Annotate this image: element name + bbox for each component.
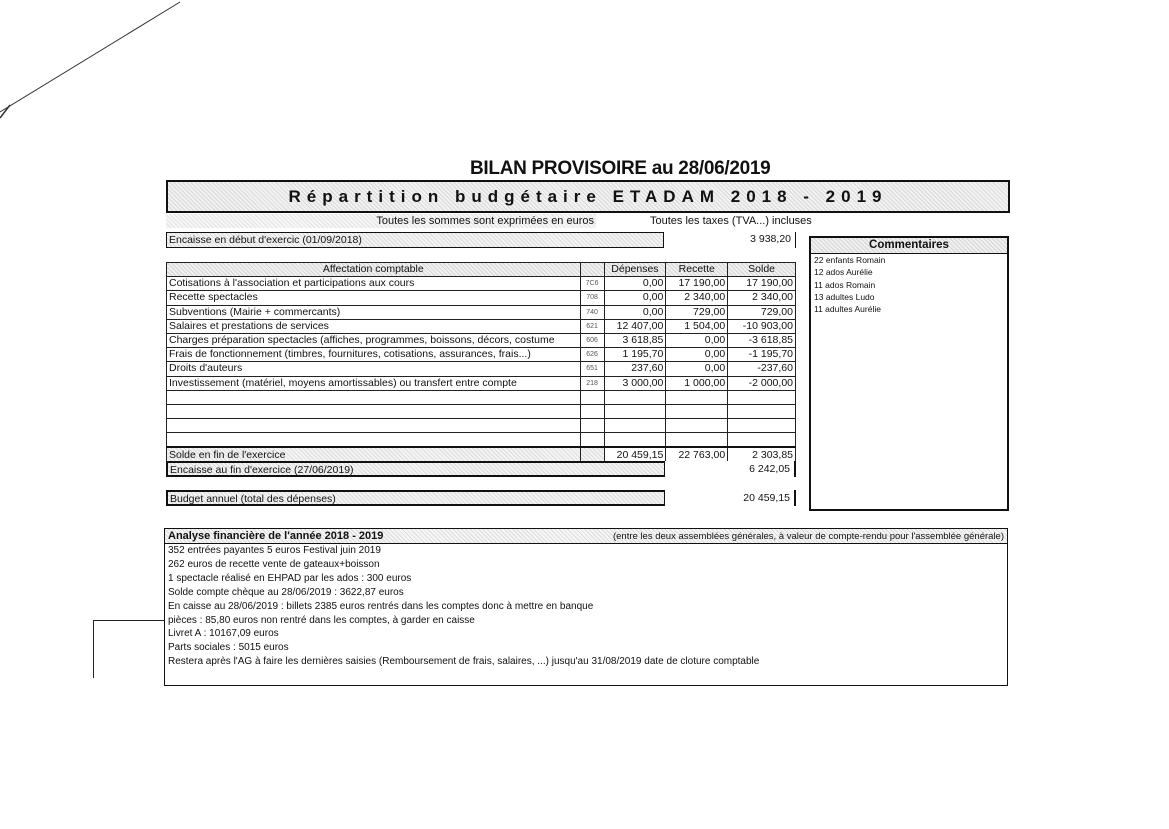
analysis-note: (entre les deux assemblées générales, à valeur de compte-rendu pour l'assemblée générale) [612,531,1004,542]
analysis-line: Livret A : 10167,09 euros [168,628,279,640]
row-label: Subventions (Mairie + commercants) [167,305,581,319]
row-depenses: 3 618,85 [604,333,666,347]
analysis-line: Restera après l'AG à faire les dernières saisies (Remboursement de frais, salaires, ...) jusqu'au 31/08/2019 date de cloture comptable [168,656,760,668]
scan-bracket-mark [93,620,165,678]
row-code: 651 [580,362,604,376]
closing-cash-value: 6 242,05 [749,463,790,475]
row-label: Cotisations à l'association et participations aux cours [167,277,581,291]
analysis-line: 262 euros de recette vente de gateaux+boisson [168,558,380,570]
row-label: Frais de fonctionnement (timbres, fournitures, cotisations, assurances, frais...) [167,348,581,362]
row-code: 7C6 [580,277,604,291]
header-recette: Recette [666,263,728,277]
row-label: Salaires et prestations de services [167,319,581,333]
row-code: 708 [580,291,604,305]
table-row-empty [167,390,796,404]
row-code: 626 [580,348,604,362]
annual-budget-value-cell [664,490,794,506]
comments-panel [809,236,1009,511]
row-depenses: 3 000,00 [604,376,666,390]
analysis-line: 352 entrées payantes 5 euros Festival juin 2019 [168,545,381,556]
currency-note: Toutes les sommes sont exprimées en euros [166,214,596,228]
comment-line: 22 enfants Romain [814,255,886,265]
row-label: Droits d'auteurs [167,362,581,376]
analysis-line: Solde compte chèque au 28/06/2019 : 3622,87 euros [168,586,404,598]
scan-corner-line [0,0,200,130]
budget-table [166,262,796,463]
row-solde: 729,00 [728,305,796,319]
annual-budget-row [166,490,796,506]
row-solde: 2 340,00 [728,291,796,305]
closing-cash-value-cell [664,461,794,477]
comment-line: 12 ados Aurélie [814,267,873,278]
page-title: BILAN PROVISOIRE au 28/06/2019 [470,158,771,179]
total-label: Solde en fin de l'exercice [167,447,581,463]
table-row [167,277,796,291]
table-row-empty [167,404,796,418]
table-row [167,333,796,347]
analysis-line: pièces : 85,80 euros non rentré dans les comptes, à garder en caisse [168,614,475,626]
row-code: 606 [580,333,604,347]
table-row [167,362,796,376]
table-row [167,305,796,319]
header-affectation: Affectation comptable [167,263,581,277]
row-depenses: 1 195,70 [604,348,666,362]
row-recette: 1 504,00 [666,319,728,333]
table-header-row [167,263,796,277]
row-depenses: 12 407,00 [604,319,666,333]
comment-line: 11 ados Romain [814,279,876,290]
row-solde: -1 195,70 [728,348,796,362]
row-code: 621 [580,319,604,333]
table-row-empty [167,419,796,433]
analysis-line: En caisse au 28/06/2019 : billets 2385 euros rentrés dans les comptes donc à mettre en banque [168,600,594,612]
opening-cash-value: 3 938,20 [750,233,791,245]
row-recette: 1 000,00 [666,376,728,390]
closing-cash-label: Encaisse au fin d'exercice (27/06/2019) [170,464,354,476]
header-code [580,263,604,277]
comment-line: 11 adultes Aurélie [814,304,881,315]
row-solde: -10 903,00 [728,319,796,333]
table-row [167,291,796,305]
total-depenses: 20 459,15 [604,447,666,463]
row-label: Investissement (matériel, moyens amortissables) ou transfert entre compte [167,376,581,390]
closing-cash-row [166,461,796,477]
total-solde: 2 303,85 [728,447,796,463]
row-label: Recette spectacles [167,291,581,305]
row-recette: 729,00 [666,305,728,319]
row-solde: 17 190,00 [728,277,796,291]
analysis-heading: Analyse financière de l'année 2018 - 2019 [168,530,384,542]
row-recette: 0,00 [666,362,728,376]
table-row-empty [167,433,796,447]
comments-heading: Commentaires [811,238,1007,254]
annual-budget-value: 20 459,15 [743,492,790,504]
analysis-line: 1 spectacle réalisé en EHPAD par les ados : 300 euros [168,572,412,584]
row-recette: 2 340,00 [666,291,728,305]
row-recette: 0,00 [666,333,728,347]
row-code: 740 [580,305,604,319]
row-recette: 0,00 [666,348,728,362]
table-row [167,348,796,362]
row-solde: -237,60 [728,362,796,376]
analysis-header [165,529,1007,544]
row-code: 218 [580,376,604,390]
total-recette: 22 763,00 [666,447,728,463]
row-depenses: 0,00 [604,305,666,319]
tax-note: Toutes les taxes (TVA...) incluses [650,215,812,227]
annual-budget-label: Budget annuel (total des dépenses) [170,493,336,505]
row-depenses: 0,00 [604,291,666,305]
opening-cash-label: Encaisse en début d'exercic (01/09/2018) [169,234,362,246]
table-row [167,376,796,390]
opening-cash-value-cell [663,232,795,248]
budget-banner: Répartition budgétaire ETADAM 2018 - 2019 [166,180,1010,213]
row-depenses: 0,00 [604,277,666,291]
header-depenses: Dépenses [604,263,666,277]
row-solde: -2 000,00 [728,376,796,390]
header-solde: Solde [728,263,796,277]
table-row [167,319,796,333]
row-recette: 17 190,00 [666,277,728,291]
row-solde: -3 618,85 [728,333,796,347]
opening-cash-row [166,232,796,248]
comment-line: 13 adultes Ludo [814,291,875,302]
financial-analysis-panel [164,528,1008,686]
analysis-line: Parts sociales : 5015 euros [168,642,289,654]
row-depenses: 237,60 [604,362,666,376]
row-label: Charges préparation spectacles (affiches, programmes, boissons, décors, costume [167,333,581,347]
